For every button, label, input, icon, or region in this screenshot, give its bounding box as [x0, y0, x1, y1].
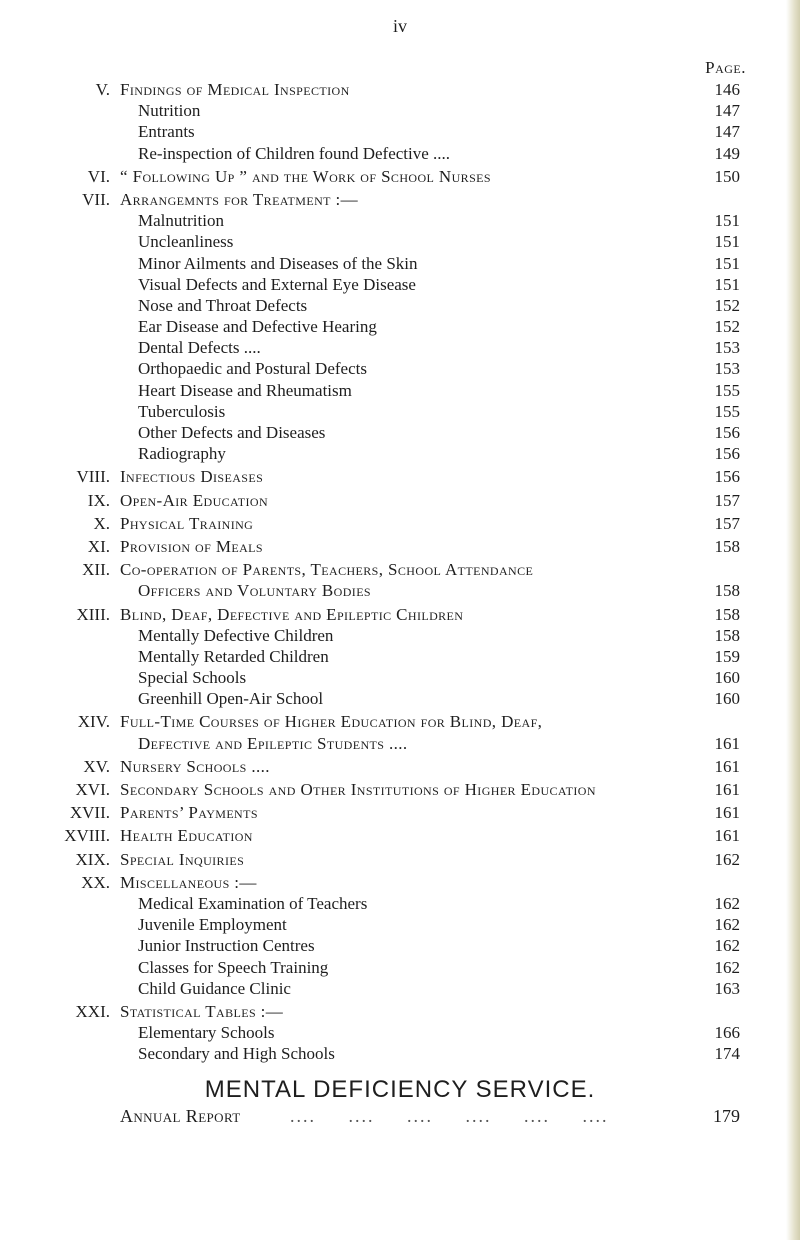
section-page: 157 — [714, 490, 740, 510]
toc-subitem — [58, 1022, 740, 1043]
toc-subitem — [58, 380, 740, 401]
subitem-label: Radiography — [138, 444, 226, 464]
section-title: Health Education — [120, 826, 253, 846]
toc-section-row — [58, 711, 740, 732]
section-number: XII. — [82, 560, 110, 580]
toc-section-row — [58, 872, 740, 893]
subitem-page: 151 — [714, 274, 740, 294]
subitem-page: 174 — [714, 1044, 740, 1064]
subitem-page: 151 — [714, 211, 740, 231]
subitem-page: 160 — [714, 689, 740, 709]
subitem-label: Uncleanliness — [138, 232, 234, 252]
section-page: 150 — [714, 166, 740, 186]
subitem-label: Dental Defects .... — [138, 338, 261, 358]
subitem-page: 149 — [714, 143, 740, 163]
section-page: 161 — [714, 780, 740, 799]
annual-report-page: 179 — [713, 1106, 740, 1126]
toc-subitem — [58, 121, 740, 142]
section-number: XI. — [87, 536, 110, 556]
toc-subitem — [58, 253, 740, 274]
toc-section — [58, 536, 740, 559]
toc-section — [58, 189, 740, 466]
section-title: Parents’ Payments — [120, 803, 258, 823]
section-number: XXI. — [75, 1001, 110, 1021]
section-gap — [58, 1064, 740, 1066]
subitem-label: Mentally Retarded Children — [138, 646, 329, 666]
section-page: 156 — [714, 467, 740, 487]
subitem-label: Malnutrition — [138, 211, 224, 231]
section-page: 161 — [714, 826, 740, 846]
toc-section-continuation — [58, 580, 740, 601]
mental-deficiency-heading: MENTAL DEFICIENCY SERVICE. — [204, 1076, 596, 1103]
section-number: XVI. — [75, 780, 110, 799]
annual-report-label: Annual Report — [120, 1106, 241, 1126]
toc-section-row — [58, 779, 740, 800]
toc-section-row — [58, 849, 740, 870]
section-number: XX. — [81, 872, 110, 892]
section-number: XIX. — [75, 849, 110, 869]
subitem-page: 153 — [714, 338, 740, 358]
subitem-page: 152 — [714, 295, 740, 315]
subitem-page: 155 — [714, 401, 740, 421]
subitem-page: 162 — [714, 936, 740, 956]
toc-section-row — [58, 1001, 740, 1022]
section-title: Open-Air Education — [120, 490, 269, 510]
section-number: VIII. — [76, 467, 110, 487]
section-page: 158 — [714, 604, 740, 624]
section-title: Infectious Diseases — [120, 467, 264, 487]
subitem-label: Nose and Throat Defects — [138, 295, 308, 315]
section-number: X. — [93, 513, 110, 533]
toc-section — [58, 802, 740, 825]
subitem-label: Heart Disease and Rheumatism — [138, 380, 352, 400]
subitem-label: Greenhill Open-Air School — [138, 689, 324, 709]
section-number: XVIII. — [64, 826, 110, 846]
subitem-label: Junior Instruction Centres — [138, 936, 315, 956]
toc-section — [58, 756, 740, 779]
section-title: Blind, Deaf, Defective and Epileptic Children — [120, 604, 464, 624]
toc-section-row — [58, 166, 740, 187]
subitem-label: Classes for Speech Training — [138, 957, 329, 977]
toc-section — [58, 513, 740, 536]
toc-section-continuation — [58, 733, 740, 754]
subitem-page: 155 — [714, 380, 740, 400]
toc-subitem — [58, 957, 740, 978]
toc-section-row — [58, 604, 740, 625]
section-title: Special Inquiries — [120, 849, 245, 869]
section-number: VI. — [87, 166, 110, 186]
toc-section — [58, 711, 740, 755]
subitem-page: 159 — [714, 646, 740, 666]
subitem-label: Tuberculosis — [138, 401, 226, 421]
toc-section-row — [58, 756, 740, 777]
toc-subitem — [58, 443, 740, 464]
subitem-label: Other Defects and Diseases — [138, 423, 326, 442]
subitem-label: Visual Defects and External Eye Disease — [138, 274, 416, 294]
subitem-label: Secondary and High Schools — [138, 1044, 335, 1064]
section-title: Nursery Schools .... — [120, 756, 270, 776]
toc-subitem — [58, 401, 740, 422]
toc-subitem — [58, 210, 740, 231]
subitem-page: 163 — [714, 978, 740, 998]
toc-subitem — [58, 1043, 740, 1064]
toc-section-row — [58, 536, 740, 557]
subitem-page: 160 — [714, 668, 740, 688]
subitem-page: 153 — [714, 359, 740, 379]
toc-subitem — [58, 646, 740, 667]
section-title: Co-operation of Parents, Teachers, School Attendance — [120, 560, 534, 580]
section-number: XVII. — [69, 803, 110, 823]
section-number: V. — [95, 80, 110, 99]
subitem-page: 156 — [714, 444, 740, 464]
toc-subitem — [58, 625, 740, 646]
toc-subitem — [58, 688, 740, 709]
toc-subitem — [58, 231, 740, 252]
toc-subitem — [58, 914, 740, 935]
toc-subitem — [58, 100, 740, 121]
subitem-label: Medical Examination of Teachers — [138, 893, 368, 913]
section-title-continued: Officers and Voluntary Bodies — [138, 581, 371, 601]
table-of-contents — [58, 58, 746, 1066]
toc-subitem — [58, 667, 740, 688]
subitem-page: 152 — [714, 317, 740, 337]
subitem-label: Mentally Defective Children — [138, 625, 334, 645]
section-title: “ Following Up ” and the Work of School Nurses — [120, 166, 491, 186]
subitem-label: Child Guidance Clinic — [138, 978, 291, 998]
toc-section — [58, 849, 740, 872]
toc-section — [58, 166, 740, 189]
subitem-label: Elementary Schools — [138, 1023, 275, 1043]
section-title: Findings of Medical Inspection — [120, 80, 350, 99]
subitem-page: 147 — [714, 122, 740, 142]
toc-section — [58, 825, 740, 848]
page-column-label: Page. — [705, 58, 746, 77]
section-number: XV. — [83, 756, 110, 776]
section-title: Provision of Meals — [120, 536, 263, 556]
page-edge-shadow — [786, 0, 800, 1240]
toc-subitem — [58, 978, 740, 999]
section-number: VII. — [82, 189, 110, 209]
subitem-label: Minor Ailments and Diseases of the Skin — [138, 253, 418, 273]
toc-section — [58, 1001, 740, 1067]
section-title: Physical Training — [120, 513, 254, 533]
subitem-label: Juvenile Employment — [138, 915, 287, 935]
subitem-page: 158 — [714, 625, 740, 645]
toc-subitem — [58, 935, 740, 956]
section-page: 161 — [714, 803, 740, 823]
subitem-page: 166 — [714, 1023, 740, 1043]
section-page: 158 — [714, 581, 740, 601]
toc-section-row — [58, 802, 740, 823]
subitem-page: 147 — [714, 101, 740, 121]
subitem-page: 156 — [714, 423, 740, 442]
toc-section-row — [58, 513, 740, 534]
toc-section-row — [58, 825, 740, 846]
dot-leader: .... .... .... .... .... .... — [290, 1106, 609, 1126]
section-page: 146 — [714, 80, 740, 99]
toc-subitem — [58, 422, 740, 443]
toc-section — [58, 604, 740, 712]
toc-section — [58, 490, 740, 513]
subitem-label: Special Schools — [138, 668, 247, 688]
toc-section-row — [58, 466, 740, 487]
subitem-label: Nutrition — [138, 101, 201, 121]
section-page: 161 — [714, 733, 740, 753]
section-number: XIV. — [77, 712, 110, 732]
section-page: 162 — [714, 849, 740, 869]
subitem-label: Re-inspection of Children found Defective .... — [138, 143, 451, 163]
subitem-page: 162 — [714, 893, 740, 913]
toc-subitem — [58, 295, 740, 316]
toc-section — [58, 779, 740, 802]
section-title: Arrangemnts for Treatment :— — [120, 189, 359, 209]
page-number: iv — [392, 16, 407, 36]
toc-subitem — [58, 358, 740, 379]
toc-subitem — [58, 274, 740, 295]
annual-report-row — [120, 1104, 740, 1128]
toc-section-row — [58, 490, 740, 511]
section-title: Statistical Tables :— — [120, 1001, 284, 1021]
section-page: 161 — [714, 756, 740, 776]
subitem-label: Entrants — [138, 122, 195, 142]
section-title: Full-Time Courses of Higher Education for Blind, Deaf, — [120, 712, 543, 732]
subitem-page: 162 — [714, 957, 740, 977]
subitem-page: 151 — [714, 232, 740, 252]
subitem-label: Ear Disease and Defective Hearing — [138, 317, 377, 337]
toc-section-row — [58, 559, 740, 580]
toc-body — [58, 79, 740, 1066]
section-title-continued: Defective and Epileptic Students .... — [138, 733, 408, 753]
toc-subitem — [58, 316, 740, 337]
section-title: Miscellaneous :— — [120, 872, 257, 892]
subitem-page: 162 — [714, 915, 740, 935]
subitem-page: 151 — [714, 253, 740, 273]
section-page: 158 — [714, 536, 740, 556]
toc-section — [58, 466, 740, 489]
toc-section — [58, 559, 740, 603]
toc-section — [58, 872, 740, 1001]
toc-section-row — [58, 189, 740, 210]
section-title: Secondary Schools and Other Institutions of Higher Education — [120, 780, 596, 799]
toc-section — [58, 79, 740, 166]
toc-section-row — [58, 79, 740, 100]
toc-subitem — [58, 143, 740, 164]
toc-subitem — [58, 337, 740, 358]
section-page: 157 — [714, 513, 740, 533]
section-number: XIII. — [76, 604, 110, 624]
section-number: IX. — [87, 490, 110, 510]
subitem-label: Orthopaedic and Postural Defects — [138, 359, 367, 379]
toc-subitem — [58, 893, 740, 914]
